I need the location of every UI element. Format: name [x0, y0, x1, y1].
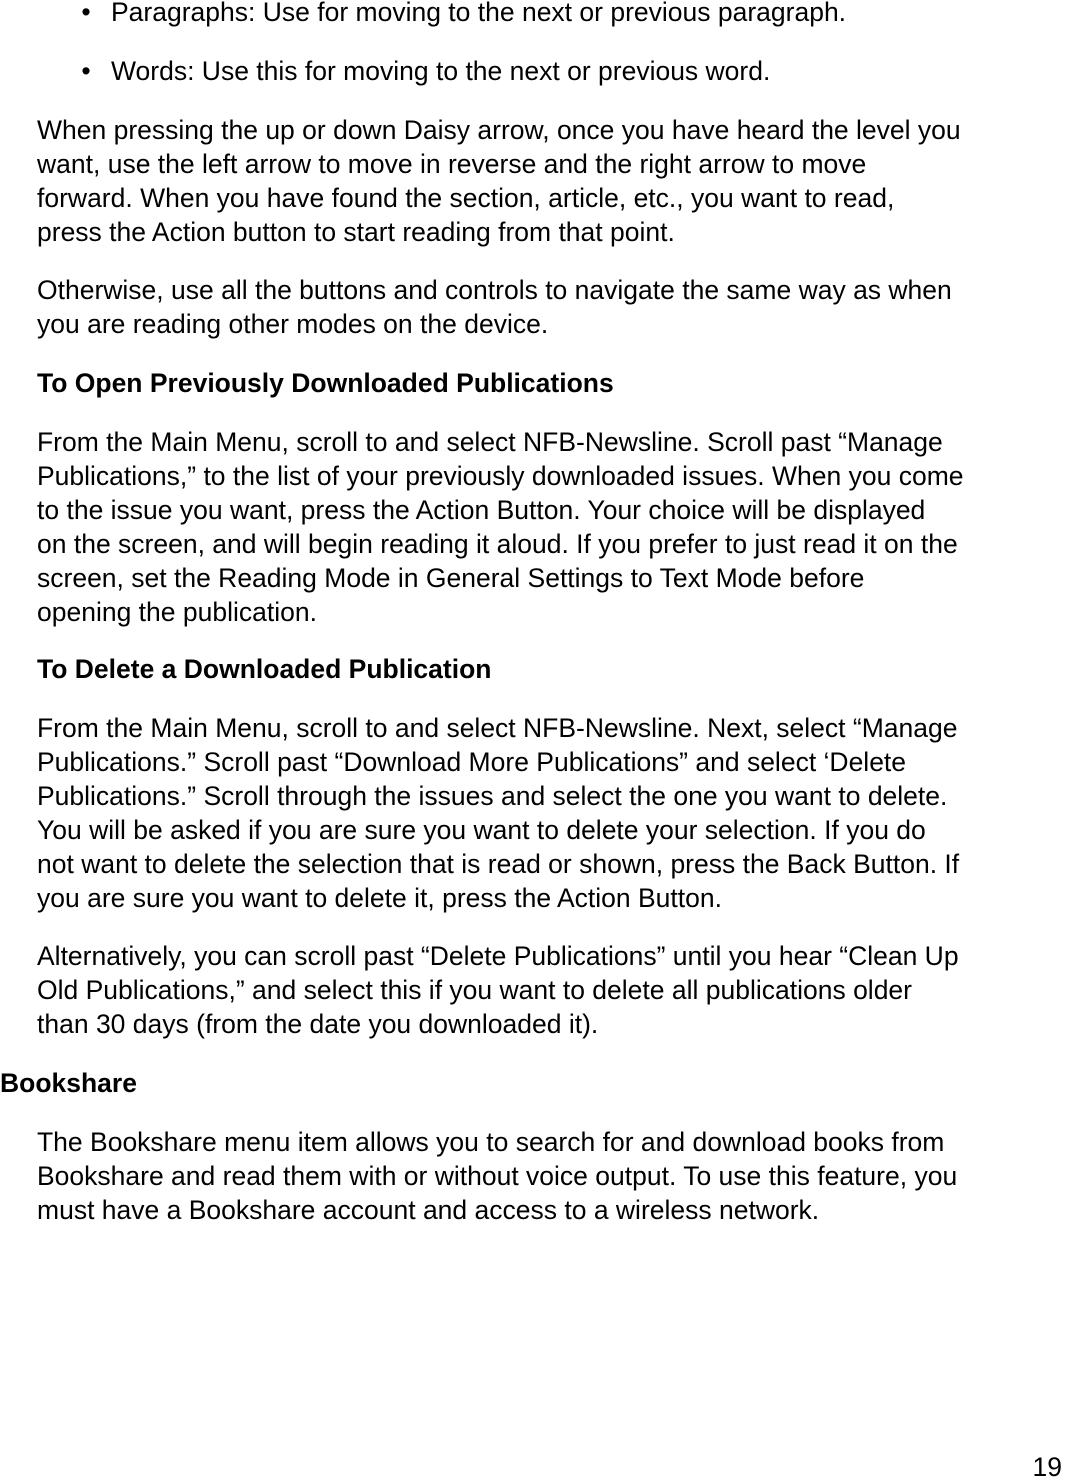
text-line: than 30 days (from the date you downloaded it). — [37, 1009, 599, 1039]
heading-bookshare: Bookshare — [0, 1068, 137, 1098]
text-line: You will be asked if you are sure you want to delete your selection. If you do — [37, 815, 926, 845]
text-line: screen, set the Reading Mode in General Settings to Text Mode before — [37, 563, 865, 593]
text-line: you are sure you want to delete it, press the Action Button. — [37, 883, 722, 913]
text-line: Alternatively, you can scroll past “Delete Publications” until you hear “Clean Up — [37, 941, 959, 971]
text-line: Old Publications,” and select this if you want to delete all publications older — [37, 975, 912, 1005]
text-line: press the Action button to start reading from that point. — [37, 217, 675, 247]
list-item — [0, 0, 1066, 29]
heading-open-publications: To Open Previously Downloaded Publications — [37, 368, 614, 398]
bullet-icon: • — [81, 56, 91, 86]
paragraph-open-publications — [37, 425, 1062, 629]
text-line: The Bookshare menu item allows you to search for and download books from — [37, 1127, 945, 1157]
paragraph-delete-publication — [37, 711, 1062, 915]
text-line: When pressing the up or down Daisy arrow, once you have heard the level you — [37, 115, 961, 145]
paragraph-otherwise — [37, 273, 1062, 341]
heading-delete-publication: To Delete a Downloaded Publication — [37, 654, 492, 684]
text-line: Publications.” Scroll through the issues and select the one you want to delete. — [37, 781, 948, 811]
navigation-level-list — [0, 0, 1066, 113]
text-line: forward. When you have found the section, article, etc., you want to read, — [37, 183, 895, 213]
page-number: 19 — [1032, 1452, 1062, 1482]
text-line: not want to delete the selection that is read or shown, press the Back Button. If — [37, 849, 960, 879]
text-line: want, use the left arrow to move in reverse and the right arrow to move — [37, 149, 867, 179]
paragraph-daisy-arrow — [37, 113, 1062, 249]
text-line: From the Main Menu, scroll to and select NFB-Newsline. Scroll past “Manage — [37, 427, 943, 457]
list-item-text: Paragraphs: Use for moving to the next or previous paragraph. — [111, 0, 847, 27]
text-line: From the Main Menu, scroll to and select NFB-Newsline. Next, select “Manage — [37, 713, 958, 743]
text-line: Bookshare and read them with or without voice output. To use this feature, you — [37, 1161, 958, 1191]
list-item — [0, 54, 1066, 88]
text-line: Publications,” to the list of your previously downloaded issues. When you come — [37, 461, 964, 491]
text-line: Otherwise, use all the buttons and controls to navigate the same way as when — [37, 275, 952, 305]
text-line: on the screen, and will begin reading it aloud. If you prefer to just read it on the — [37, 529, 958, 559]
paragraph-bookshare — [37, 1125, 1062, 1227]
bullet-icon: • — [81, 0, 91, 27]
text-line: to the issue you want, press the Action Button. Your choice will be displayed — [37, 495, 926, 525]
text-line: must have a Bookshare account and access to a wireless network. — [37, 1195, 820, 1225]
paragraph-alternatively — [37, 939, 1062, 1041]
list-item-text: Words: Use this for moving to the next or previous word. — [111, 56, 771, 86]
text-line: opening the publication. — [37, 597, 317, 627]
text-line: Publications.” Scroll past “Download More Publications” and select ‘Delete — [37, 747, 907, 777]
text-line: you are reading other modes on the device. — [37, 309, 549, 339]
